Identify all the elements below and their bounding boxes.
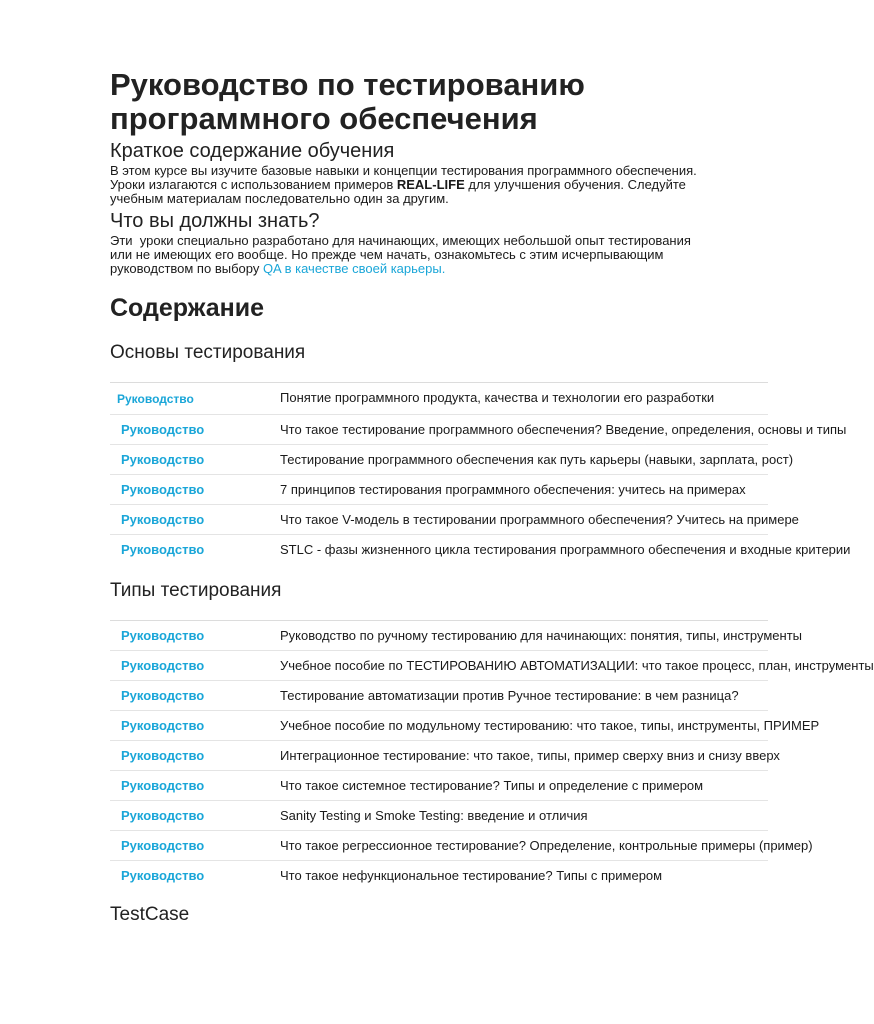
toc-row-description: STLC - фазы жизненного цикла тестирования программного обеспечения и входные критерии	[280, 542, 851, 557]
toc-row	[110, 801, 768, 831]
toc-row-link[interactable]: Руководство	[121, 748, 205, 763]
section-heading-basics: Основы тестирования	[110, 342, 306, 363]
toc-row-link[interactable]: Руководство	[121, 778, 205, 793]
toc-row-description: 7 принципов тестирования программного обеспечения: учитесь на примерах	[280, 482, 746, 497]
toc-row-link[interactable]: Руководство	[121, 718, 205, 733]
summary-heading: Краткое содержание обучения	[110, 140, 395, 162]
toc-row	[110, 621, 803, 651]
toc-row	[110, 535, 851, 564]
summary-text-before: В этом курсе вы изучите базовые навыки и концепции тестирования программного обеспечения. Уроки излагаются с использованием примеров	[110, 163, 697, 192]
toc-row	[110, 861, 768, 890]
toc-row	[110, 741, 780, 771]
toc-row-link[interactable]: Руководство	[117, 392, 194, 406]
toc-row-link[interactable]: Руководство	[121, 452, 205, 467]
toc-row-link[interactable]: Руководство	[121, 542, 205, 557]
toc-row	[110, 681, 768, 711]
toc-row-description: Учебное пособие по ТЕСТИРОВАНИЮ АВТОМАТИЗАЦИИ: что такое процесс, план, инструменты	[280, 658, 874, 673]
summary-paragraph	[110, 164, 710, 206]
toc-row	[110, 445, 794, 475]
prerequisites-paragraph	[110, 234, 710, 276]
toc-row	[110, 383, 768, 415]
toc-table-basics	[110, 382, 851, 564]
qa-career-link[interactable]: QA в качестве своей карьеры.	[262, 261, 446, 276]
toc-row-link[interactable]: Руководство	[121, 838, 205, 853]
section-heading-testcase: TestCase	[110, 904, 190, 925]
contents-heading: Содержание	[110, 294, 265, 322]
toc-row-description: Что такое системное тестирование? Типы и определение с примером	[280, 778, 704, 793]
toc-row-description: Тестирование автоматизации против Ручное тестирование: в чем разница?	[280, 688, 739, 703]
toc-row-description: Руководство по ручному тестированию для начинающих: понятия, типы, инструменты	[280, 628, 803, 643]
prerequisites-heading: Что вы должны знать?	[110, 210, 320, 232]
document-page	[110, 0, 874, 1024]
toc-row	[110, 831, 813, 861]
toc-row	[110, 475, 768, 505]
toc-row	[110, 415, 847, 445]
toc-row-description: Sanity Testing и Smoke Testing: введение и отличия	[280, 808, 588, 823]
toc-row-description: Что такое V-модель в тестировании программного обеспечения? Учитесь на примере	[280, 512, 799, 527]
toc-row-description: Что такое тестирование программного обеспечения? Введение, определения, основы и типы	[280, 422, 847, 437]
toc-row-link[interactable]: Руководство	[121, 688, 205, 703]
toc-row	[110, 505, 799, 535]
toc-row	[110, 711, 820, 741]
toc-row-description: Понятие программного продукта, качества и технологии его разработки	[280, 390, 715, 405]
toc-row	[110, 771, 768, 801]
toc-row-link[interactable]: Руководство	[121, 658, 205, 673]
page-title: Руководство по тестированию программного обеспечения	[110, 67, 585, 136]
toc-row-link[interactable]: Руководство	[121, 512, 205, 527]
toc-row-description: Что такое нефункциональное тестирование? Типы с примером	[280, 868, 663, 883]
toc-row-link[interactable]: Руководство	[121, 482, 205, 497]
toc-row-description: Тестирование программного обеспечения как путь карьеры (навыки, зарплата, рост)	[280, 452, 794, 467]
toc-row	[110, 651, 874, 681]
summary-text-after: для улучшения обучения. Следуйте учебным материалам последовательно один за другим.	[110, 177, 686, 206]
toc-row-description: Учебное пособие по модульному тестированию: что такое, типы, инструменты, ПРИМЕР	[280, 718, 820, 733]
toc-row-link[interactable]: Руководство	[121, 868, 205, 883]
toc-table-types	[110, 620, 874, 890]
toc-row-description: Интеграционное тестирование: что такое, типы, пример сверху вниз и снизу вверх	[280, 748, 780, 763]
toc-row-link[interactable]: Руководство	[121, 628, 205, 643]
section-heading-types: Типы тестирования	[110, 580, 282, 601]
toc-row-description: Что такое регрессионное тестирование? Определение, контрольные примеры (пример)	[280, 838, 813, 853]
toc-row-link[interactable]: Руководство	[121, 422, 205, 437]
toc-row-link[interactable]: Руководство	[121, 808, 205, 823]
summary-text-bold: REAL-LIFE	[396, 177, 465, 192]
prerequisites-text: Эти уроки специально разработано для начинающих, имеющих небольшой опыт тестирования или не имеющих его вообще. Но прежде чем начать, ознакомьтесь с этим исчерпывающим руководством по выбору	[110, 233, 695, 276]
